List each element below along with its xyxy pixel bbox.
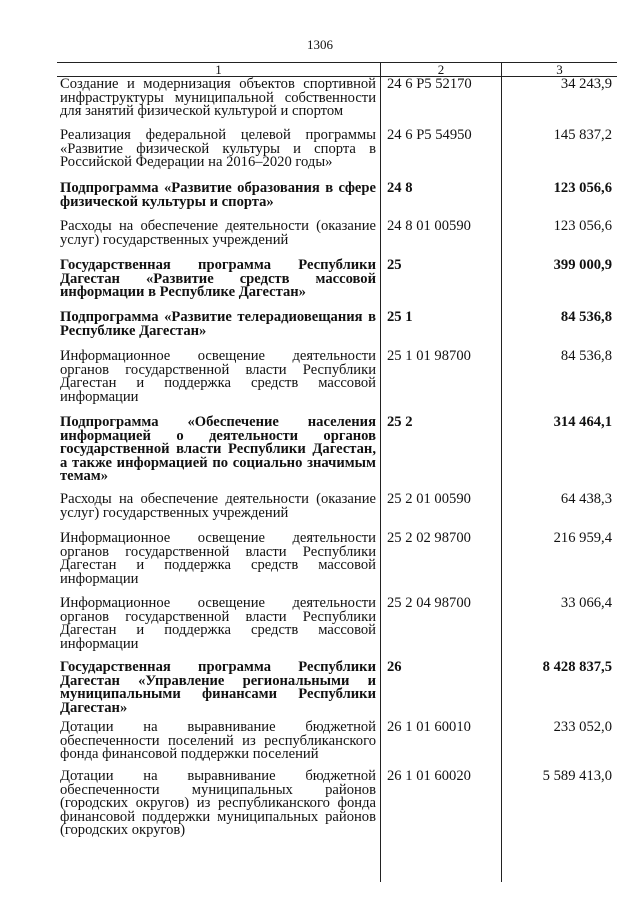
row-name: Дотации на выравнивание бюджетной обеспеченности муниципальных районов (городских округов) из республиканского фонда финансовой поддержки муниципальных районов (городских округов) — [60, 768, 376, 839]
row-amount: 399 000,9 — [553, 257, 612, 273]
row-code: 24 6 Р5 54950 — [387, 127, 472, 143]
column-divider — [501, 62, 502, 882]
row-name: Реализация федеральной целевой программы «Развитие физической культуры и спорта в Российской Федерации на 2016–2020 годы» — [60, 127, 376, 171]
row-name: Создание и модернизация объектов спортивной инфраструктуры муниципальной собственности для занятий физической культурой и спортом — [60, 76, 376, 120]
row-amount: 64 438,3 — [560, 491, 612, 507]
row-name: Информационное освещение деятельности органов государственной власти Республики Дагестан и поддержка средств массовой информации — [60, 348, 376, 405]
row-amount: 33 066,4 — [560, 595, 612, 611]
row-amount: 84 536,8 — [560, 309, 612, 325]
row-code: 25 — [387, 257, 402, 273]
row-name: Расходы на обеспечение деятельности (оказание услуг) государственных учреждений — [60, 491, 376, 521]
column-header: 3 — [556, 62, 563, 77]
row-name: Подпрограмма «Развитие образования в сфере физической культуры и спорта» — [60, 180, 376, 210]
row-name: Расходы на обеспечение деятельности (оказание услуг) государственных учреждений — [60, 218, 376, 248]
row-code: 25 2 04 98700 — [387, 595, 471, 611]
row-name: Подпрограмма «Обеспечение населения информацией о деятельности органов государственной власти Республики Дагестан, а также информацией по социально значимым темам» — [60, 414, 376, 485]
column-header: 1 — [215, 62, 222, 77]
row-code: 25 2 01 00590 — [387, 491, 471, 507]
row-amount: 8 428 837,5 — [542, 659, 612, 675]
table-header — [57, 62, 617, 77]
row-amount: 5 589 413,0 — [542, 768, 612, 784]
row-amount: 233 052,0 — [553, 719, 612, 735]
row-code: 24 6 Р5 52170 — [387, 76, 472, 92]
budget-table — [57, 62, 617, 882]
row-amount: 123 056,6 — [553, 180, 612, 196]
row-code: 25 1 01 98700 — [387, 348, 471, 364]
row-name: Информационное освещение деятельности органов государственной власти Республики Дагестан и поддержка средств массовой информации — [60, 595, 376, 652]
column-header: 2 — [437, 62, 445, 77]
row-amount: 216 959,4 — [553, 530, 612, 546]
row-code: 24 8 01 00590 — [387, 218, 471, 234]
row-name: Информационное освещение деятельности органов государственной власти Республики Дагестан и поддержка средств массовой информации — [60, 530, 376, 587]
row-amount: 84 536,8 — [560, 348, 612, 364]
row-amount: 123 056,6 — [553, 218, 612, 234]
row-name: Подпрограмма «Развитие телерадиовещания в Республике Дагестан» — [60, 309, 376, 339]
row-name: Государственная программа Республики Дагестан «Развитие средств массовой информации в Республике Дагестан» — [60, 257, 376, 301]
row-code: 26 — [387, 659, 402, 675]
row-amount: 314 464,1 — [553, 414, 612, 430]
row-amount: 34 243,9 — [560, 76, 612, 92]
row-name: Дотации на выравнивание бюджетной обеспеченности поселений из республиканского фонда финансовой поддержки поселений — [60, 719, 376, 763]
row-code: 25 1 — [387, 309, 413, 325]
row-code: 25 2 02 98700 — [387, 530, 471, 546]
page-number: 1306 — [307, 37, 333, 52]
column-divider — [380, 62, 381, 882]
row-code: 26 1 01 60010 — [387, 719, 471, 735]
row-name: Государственная программа Республики Дагестан «Управление региональными и муниципальными финансами Республики Дагестан» — [60, 659, 376, 716]
row-code: 26 1 01 60020 — [387, 768, 471, 784]
row-amount: 145 837,2 — [553, 127, 612, 143]
row-code: 24 8 — [387, 180, 413, 196]
row-code: 25 2 — [387, 414, 413, 430]
